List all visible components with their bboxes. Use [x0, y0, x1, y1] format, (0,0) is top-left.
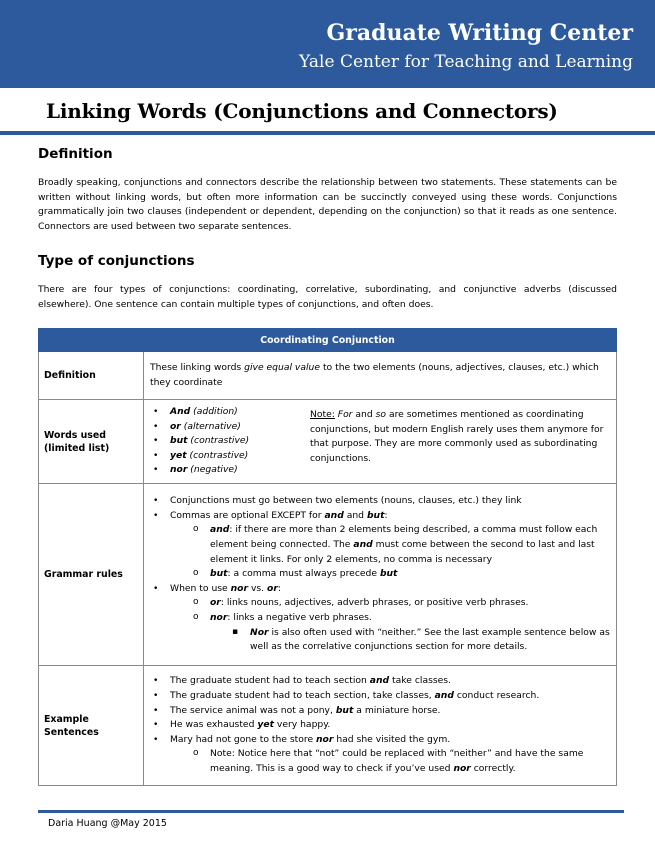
words-label-line2: (limited list) — [44, 442, 110, 454]
words-cell — [144, 400, 617, 484]
header-title: Graduate Writing Center — [326, 20, 633, 46]
document-title: Linking Words (Conjunctions and Connectors) — [46, 99, 558, 123]
definition-text-end: to the two elements (nouns, adjectives, clauses, etc.) which they coordinate — [150, 361, 599, 388]
words-list — [150, 405, 310, 478]
words-label-line1: Words used — [44, 429, 106, 441]
footer-credit: Daria Huang @May 2015 — [48, 818, 167, 829]
examples-label-line1: Example — [44, 713, 89, 725]
list-item: • The graduate student had to teach section, take classes, and conduct research. — [150, 689, 610, 704]
list-item: o and: if there are more than 2 elements being described, a comma must follow each element being connected. The and must come between the second to last and last element it links. For only 2 elements, no comma is necessary — [190, 523, 610, 567]
definition-text: These linking words — [150, 361, 245, 373]
list-item: • but (contrastive) — [150, 434, 310, 449]
list-item: o Note: Notice here that “not” could be replaced with “neither” and have the same meaning. This is a good way to check if you’ve used nor correctly. — [190, 747, 610, 776]
coordinating-conjunction-table — [38, 328, 617, 786]
words-note: Note: For and so are sometimes mentioned as coordinating conjunctions, but modern English rarely uses them anymore for that purpose. They are more commonly used as subordinating conjunctions. — [310, 409, 604, 464]
types-paragraph: There are four types of conjunctions: coordinating, correlative, subordinating, and conjunctive adverbs (discussed elsewhere). One sentence can contain multiple types of conjunctions, and often does. — [38, 284, 617, 310]
list-item: o but: a comma must always precede but — [190, 567, 610, 582]
definition-heading: Definition — [38, 146, 113, 162]
header-subtitle: Yale Center for Teaching and Learning — [299, 52, 633, 72]
list-item: • Mary had not gone to the store nor had she visited the gym. o Note: Notice here that “not” could be replaced with “neither” and have the same meaning. This is a good way to check if you’ve used nor correctly. — [150, 733, 610, 777]
list-item: • The service animal was not a pony, but a miniature horse. — [150, 704, 610, 719]
list-item: • And (addition) — [150, 405, 310, 420]
examples-label-line2: Sentences — [44, 726, 99, 738]
header-banner — [0, 0, 655, 88]
list-item: • Conjunctions must go between two elements (nouns, clauses, etc.) they link — [150, 494, 610, 509]
table-header: Coordinating Conjunction — [39, 329, 617, 352]
list-item: • yet (contrastive) — [150, 449, 310, 464]
table-row-grammar — [39, 484, 617, 666]
list-item: ▪ Nor is also often used with “neither.” See the last example sentence below as well as the correlative conjunctions section for more details. — [232, 626, 610, 655]
examples-list — [150, 674, 610, 776]
list-item: o nor: links a negative verb phrases. ▪ Nor is also often used with “neither.” See the last example sentence below as well as the correlative conjunctions section for more details. — [190, 611, 610, 655]
row-label-grammar: Grammar rules — [39, 484, 144, 666]
grammar-list — [150, 494, 610, 655]
list-item: • When to use nor vs. or: o or: links nouns, adjectives, adverb phrases, or positive verb phrases. o nor: links a negative verb phrases. ▪ Nor is also often used with “neither.” See the last example sentence below as well as the correlative conjunctions section for more details. — [150, 582, 610, 655]
list-item: • The graduate student had to teach section and take classes. — [150, 674, 610, 689]
grammar-cell — [144, 484, 617, 666]
definition-paragraph: Broadly speaking, conjunctions and connectors describe the relationship between two statements. These statements can be written without linking words, but often more information can be succinctly conveyed using these words. Conjunctions grammatically join two clauses (independent or dependent, depending on the conjunction) so that it reads as one sentence. Connectors are used between two separate sentences. — [38, 177, 617, 232]
row-label-examples — [39, 666, 144, 786]
table-row-examples — [39, 666, 617, 786]
row-label-words — [39, 400, 144, 484]
definition-cell — [144, 352, 617, 400]
list-item: • or (alternative) — [150, 420, 310, 435]
table-row-words — [39, 400, 617, 484]
row-label-definition: Definition — [39, 352, 144, 400]
table-row-definition — [39, 352, 617, 400]
examples-cell — [144, 666, 617, 786]
types-heading: Type of conjunctions — [38, 253, 195, 269]
list-item: • He was exhausted yet very happy. — [150, 718, 610, 733]
definition-emphasis: give equal value — [244, 361, 321, 373]
list-item: • Commas are optional EXCEPT for and and but: o and: if there are more than 2 elements being described, a comma must follow each element being connected. The and must come between the second to last and last element it links. For only 2 elements, no comma is necessary o but: a comma must always precede but — [150, 509, 610, 582]
title-divider — [0, 131, 655, 135]
list-item: • nor (negative) — [150, 463, 310, 478]
list-item: o or: links nouns, adjectives, adverb phrases, or positive verb phrases. — [190, 596, 610, 611]
footer-divider — [38, 810, 624, 813]
